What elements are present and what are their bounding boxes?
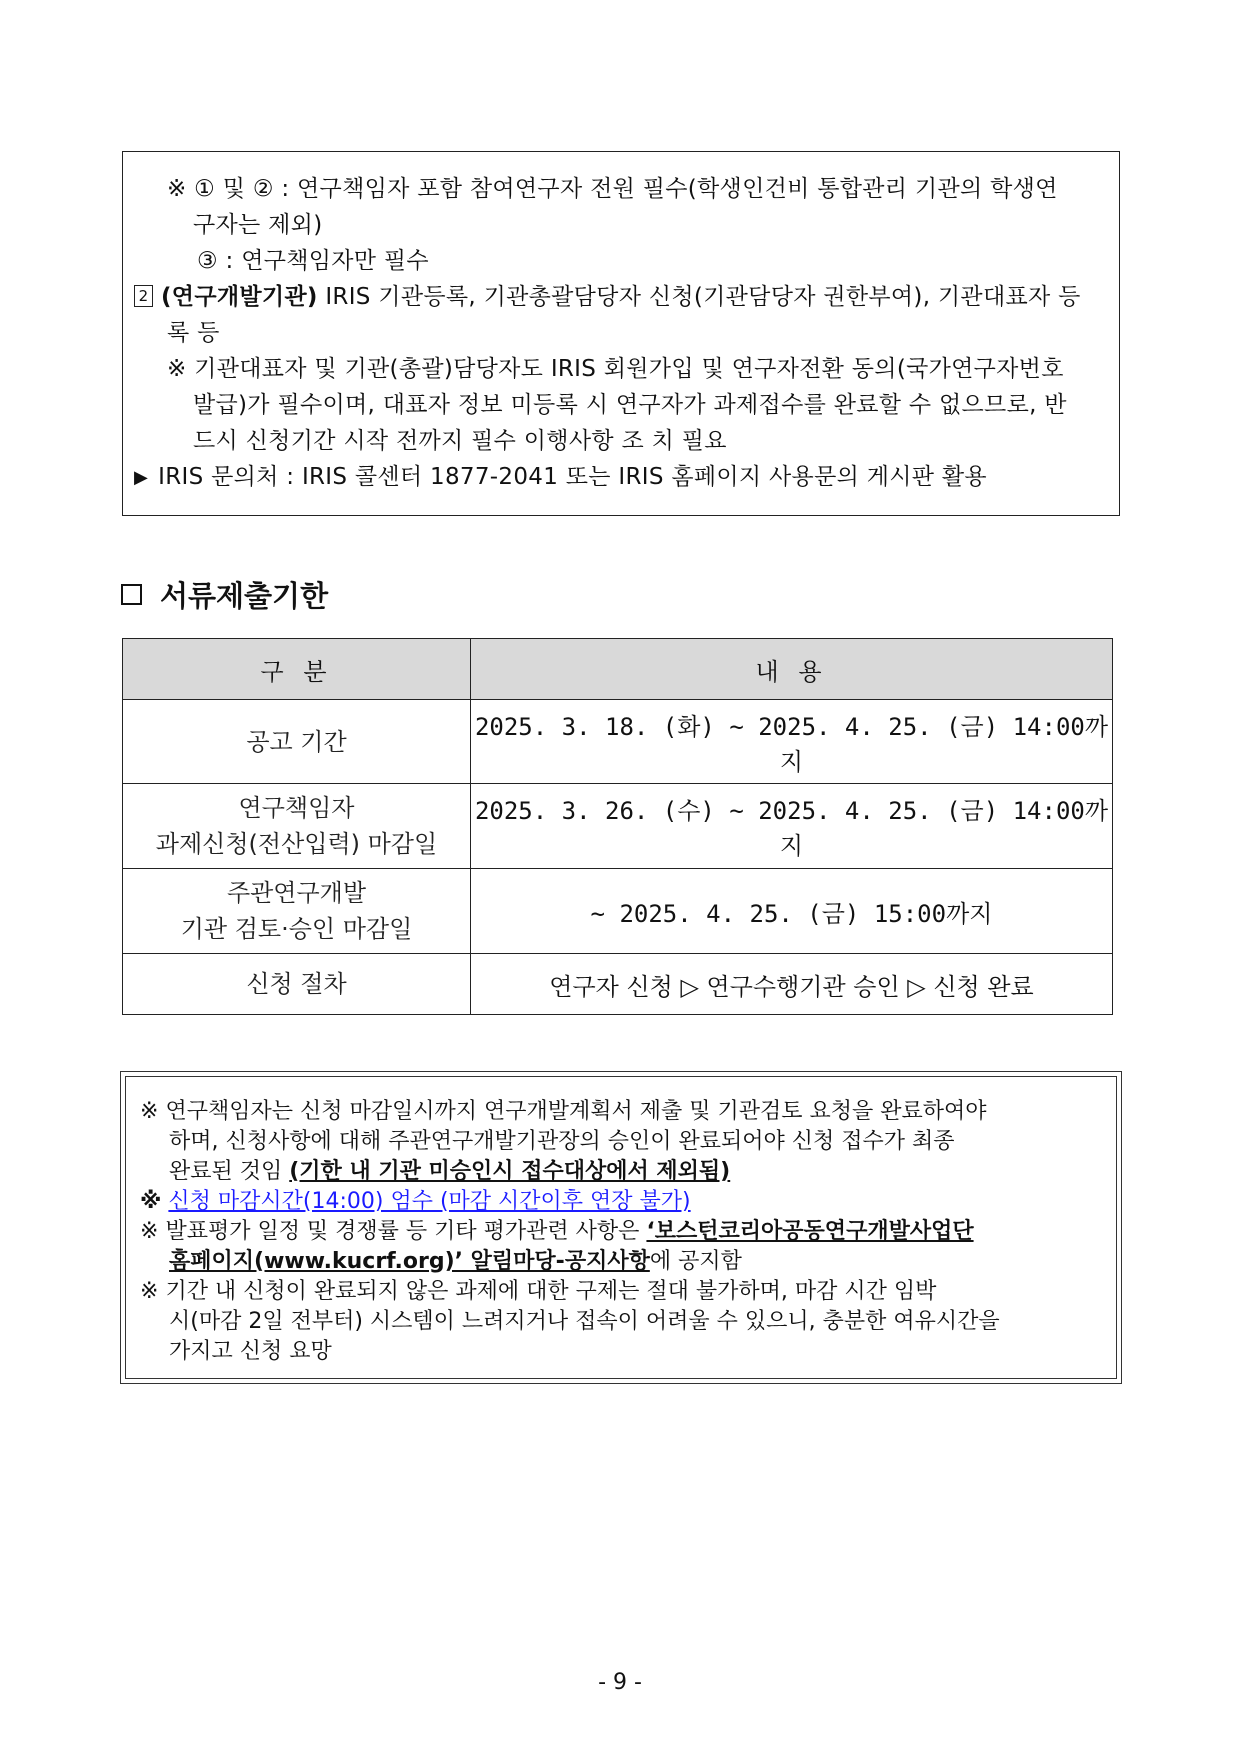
note-line: ※ ① 및 ② : 연구책임자 포함 참여연구자 전원 필수(학생인건비 통합관리 기관의 학생연 <box>167 176 1058 202</box>
row-value: ~ 2025. 4. 25. (금) 15:00까지 <box>471 869 1113 954</box>
reference-mark: ※ <box>140 1189 162 1214</box>
header-content: 내 용 <box>471 639 1113 700</box>
note-line: ③ : 연구책임자만 필수 <box>197 248 429 274</box>
note-line: 구자는 제외) <box>193 212 323 238</box>
section-title: 서류제출기한 <box>160 579 329 613</box>
row-value: 2025. 3. 18. (화) ~ 2025. 4. 25. (금) 14:00까지 <box>471 700 1113 784</box>
note-line: 드시 신청기간 시작 전까지 필수 이행사항 조 치 필요 <box>193 428 727 454</box>
row-label: 공고 기간 <box>123 700 471 784</box>
table-header-row <box>123 639 1113 700</box>
page-number: - 9 - <box>598 1670 642 1695</box>
notice-line: 가지고 신청 요망 <box>169 1339 332 1364</box>
row-label: 주관연구개발 기관 검토·승인 마감일 <box>123 869 471 954</box>
item-line: 2 (연구개발기관) IRIS 기관등록, 기관총괄담당자 신청(기관담당자 권한부여), 기관대표자 등 <box>134 279 1119 315</box>
table-row <box>123 700 1113 784</box>
schedule-table <box>122 638 1113 1015</box>
table-row <box>123 954 1113 1015</box>
item-bold-label: (연구개발기관) <box>161 284 318 310</box>
inquiry-line: ▶ IRIS 문의처 : IRIS 콜센터 1877-2041 또는 IRIS 홈페이지 사용문의 게시판 활용 <box>134 464 987 490</box>
row-value: 연구자 신청 ▷ 연구수행기관 승인 ▷ 신청 완료 <box>471 954 1113 1015</box>
homepage-link[interactable]: ‘보스턴코리아공동연구개발사업단 <box>646 1219 974 1244</box>
row-value: 2025. 3. 26. (수) ~ 2025. 4. 25. (금) 14:00까지 <box>471 784 1113 869</box>
notice-box <box>120 1071 1122 1384</box>
header-category: 구 분 <box>123 639 471 700</box>
notice-line: ※ 기간 내 신청이 완료되지 않은 과제에 대한 구제는 절대 불가하며, 마감 시간 임박 <box>140 1279 937 1304</box>
table-row <box>123 869 1113 954</box>
item-line: 록 등 <box>167 320 220 346</box>
notice-line: 시(마감 2일 전부터) 시스템이 느려지거나 접속이 어려울 수 있으니, 충분한 여유시간을 <box>169 1309 1000 1334</box>
reference-mark: ※ <box>140 1279 159 1304</box>
notice-line <box>140 1187 691 1217</box>
reference-mark: ※ <box>140 1099 159 1124</box>
reference-mark: ※ <box>140 1219 159 1244</box>
exclusion-warning: (기한 내 기관 미승인시 접수대상에서 제외됨) <box>289 1159 731 1184</box>
notice-line: 홈페이지(www.kucrf.org)’ 알림마당-공지사항에 공지함 <box>169 1249 742 1274</box>
info-box <box>122 151 1120 516</box>
notice-line: ※ 발표평가 일정 및 경쟁률 등 기타 평가관련 사항은 ‘보스턴코리아공동연구개발사업단 <box>140 1219 974 1244</box>
note-line: 발급)가 필수이며, 대표자 정보 미등록 시 연구자가 과제접수를 완료할 수 없으므로, 반 <box>193 392 1067 418</box>
number-box: 2 <box>134 285 153 307</box>
table-row <box>123 784 1113 869</box>
homepage-link[interactable]: 홈페이지(www.kucrf.org)’ 알림마당-공지사항 <box>169 1249 650 1274</box>
checkbox-bullet-icon <box>121 584 142 605</box>
notice-box-inner <box>125 1076 1117 1379</box>
deadline-warning: 신청 마감시간(14:00) 엄수 (마감 시간이후 연장 불가) <box>168 1189 691 1214</box>
row-label: 신청 절차 <box>123 954 471 1015</box>
notice-line: 하며, 신청사항에 대해 주관연구개발기관장의 승인이 완료되어야 신청 접수가 최종 <box>169 1129 955 1154</box>
note-line: ※ 기관대표자 및 기관(총괄)담당자도 IRIS 회원가입 및 연구자전환 동의(국가연구자번호 <box>167 356 1064 382</box>
section-heading <box>121 574 328 615</box>
notice-line: 완료된 것임 (기한 내 기관 미승인시 접수대상에서 제외됨) <box>169 1159 731 1184</box>
notice-line: ※ 연구책임자는 신청 마감일시까지 연구개발계획서 제출 및 기관검토 요청을 완료하여야 <box>140 1099 987 1124</box>
row-label: 연구책임자 과제신청(전산입력) 마감일 <box>123 784 471 869</box>
triangle-bullet-icon: ▶ <box>134 467 149 488</box>
